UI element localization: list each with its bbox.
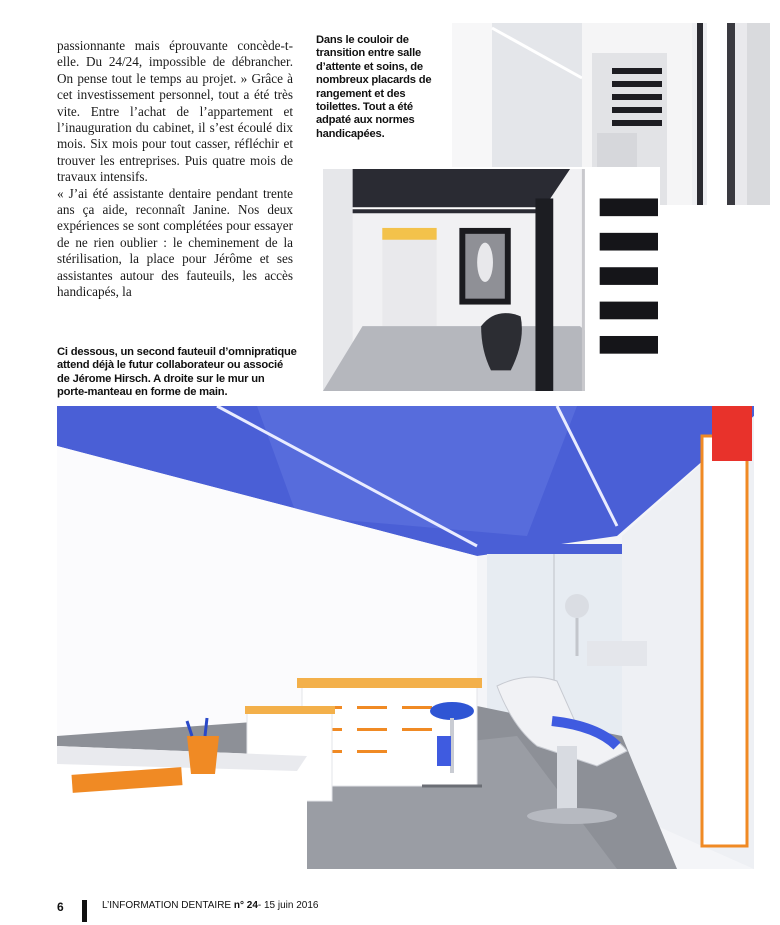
dental-room-photo	[57, 406, 754, 869]
footer-publication-line	[102, 900, 319, 911]
issue-number: n° 24	[233, 900, 258, 911]
article-paragraph: « J’ai été assistante dentaire pendant trente ans ça aide, reconnaît Janine. Nos deux expériences se sont complétées pour essayer de ne rien oublier : le cheminement de la stérilisation, la place pour Jérôme et ses assistantes autour des fauteuils, les accès handicapés, la	[57, 185, 293, 300]
article-body	[57, 38, 293, 301]
page-number: 6	[57, 900, 64, 914]
waiting-room-photo	[321, 167, 660, 393]
caption-second-chair: Ci dessous, un second fauteuil d’omnipratique attend déjà le futur collaborateur ou associé de Jérome Hirsch. A droite sur le mur un porte-manteau en forme de main.	[57, 346, 297, 399]
caption-corridor: Dans le couloir de transition entre salle d’attente et soins, de nombreux placards de rangement et des toilettes. Tout a été adpaté aux normes handicapées.	[316, 34, 432, 140]
issue-date: - 15 juin 2016	[257, 900, 319, 911]
article-paragraph: passionnante mais éprouvante concède-t-elle. Du 24/24, impossible de débrancher. On pense tout le temps au projet. » Grâce à cet investissement personnel, tout a été très vite. Entre l’achat de l’appartement et l’inauguration du cabinet, il s’est écoulé dix mois. Six mois pour tout casser, réfléchir et trouver les entreprises. Puis quatre mois de travaux intensifs.	[57, 38, 293, 185]
footer-divider	[82, 900, 87, 922]
publication-name: L’INFORMATION DENTAIRE	[102, 900, 232, 911]
